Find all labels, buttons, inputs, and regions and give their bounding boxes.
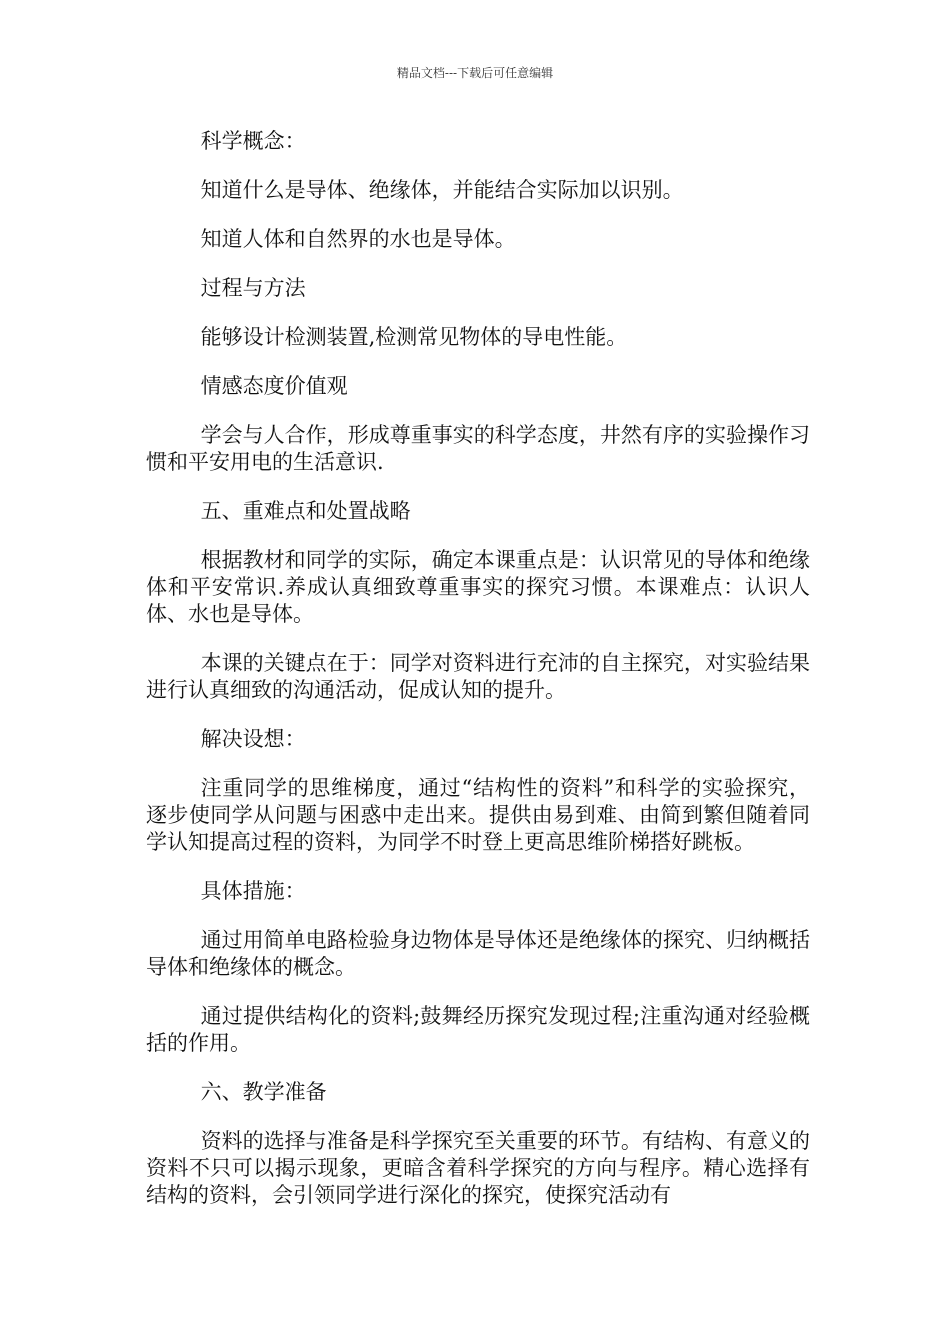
paragraph: 根据教材和同学的实际，确定本课重点是：认识常见的导体和绝缘体和平安常识.养成认真细致尊重事实的探究习惯。本课难点：认识人体、水也是导体。 xyxy=(146,548,810,626)
paragraph: 本课的关键点在于：同学对资料进行充沛的自主探究，对实验结果进行认真细致的沟通活动，促成认知的提升。 xyxy=(146,651,810,702)
paragraph: 资料的选择与准备是科学探究至关重要的环节。有结构、有意义的资料不只可以揭示现象，更暗含着科学探究的方向与程序。精心选择有结构的资料，会引领同学进行深化的探究，使探究活动有 xyxy=(146,1129,810,1207)
section-heading: 六、教学准备 xyxy=(200,1080,327,1104)
document-body xyxy=(146,128,810,1231)
paragraph: 知道什么是导体、绝缘体，并能结合实际加以识别。 xyxy=(200,178,684,202)
section-heading: 五、重难点和处置战略 xyxy=(200,499,411,523)
paragraph: 注重同学的思维梯度，通过“结构性的资料”和科学的实验探究，逐步使同学从问题与困惑中走出来。提供由易到难、由简到繁但随着同学认知提高过程的资料，为同学不时登上更高思维阶梯搭好跳板。 xyxy=(146,776,810,854)
paragraph: 通过用简单电路检验身边物体是导体还是绝缘体的探究、归纳概括导体和绝缘体的概念。 xyxy=(146,928,810,979)
paragraph: 能够设计检测装置,检测常见物体的导电性能。 xyxy=(200,325,628,349)
page-header: 精品文档---下载后可任意编辑 xyxy=(396,66,554,80)
paragraph-section-label: 解决设想： xyxy=(200,727,306,751)
paragraph-section-label: 具体措施： xyxy=(200,879,306,903)
paragraph-section-label: 过程与方法 xyxy=(200,276,306,300)
paragraph-section-label: 科学概念： xyxy=(200,129,306,153)
paragraph: 知道人体和自然界的水也是导体。 xyxy=(200,227,516,251)
paragraph-section-label: 情感态度价值观 xyxy=(200,374,348,398)
paragraph: 学会与人合作，形成尊重事实的科学态度，井然有序的实验操作习惯和平安用电的生活意识. xyxy=(146,423,810,474)
paragraph: 通过提供结构化的资料;鼓舞经历探究发现过程;注重沟通对经验概括的作用。 xyxy=(146,1004,810,1055)
